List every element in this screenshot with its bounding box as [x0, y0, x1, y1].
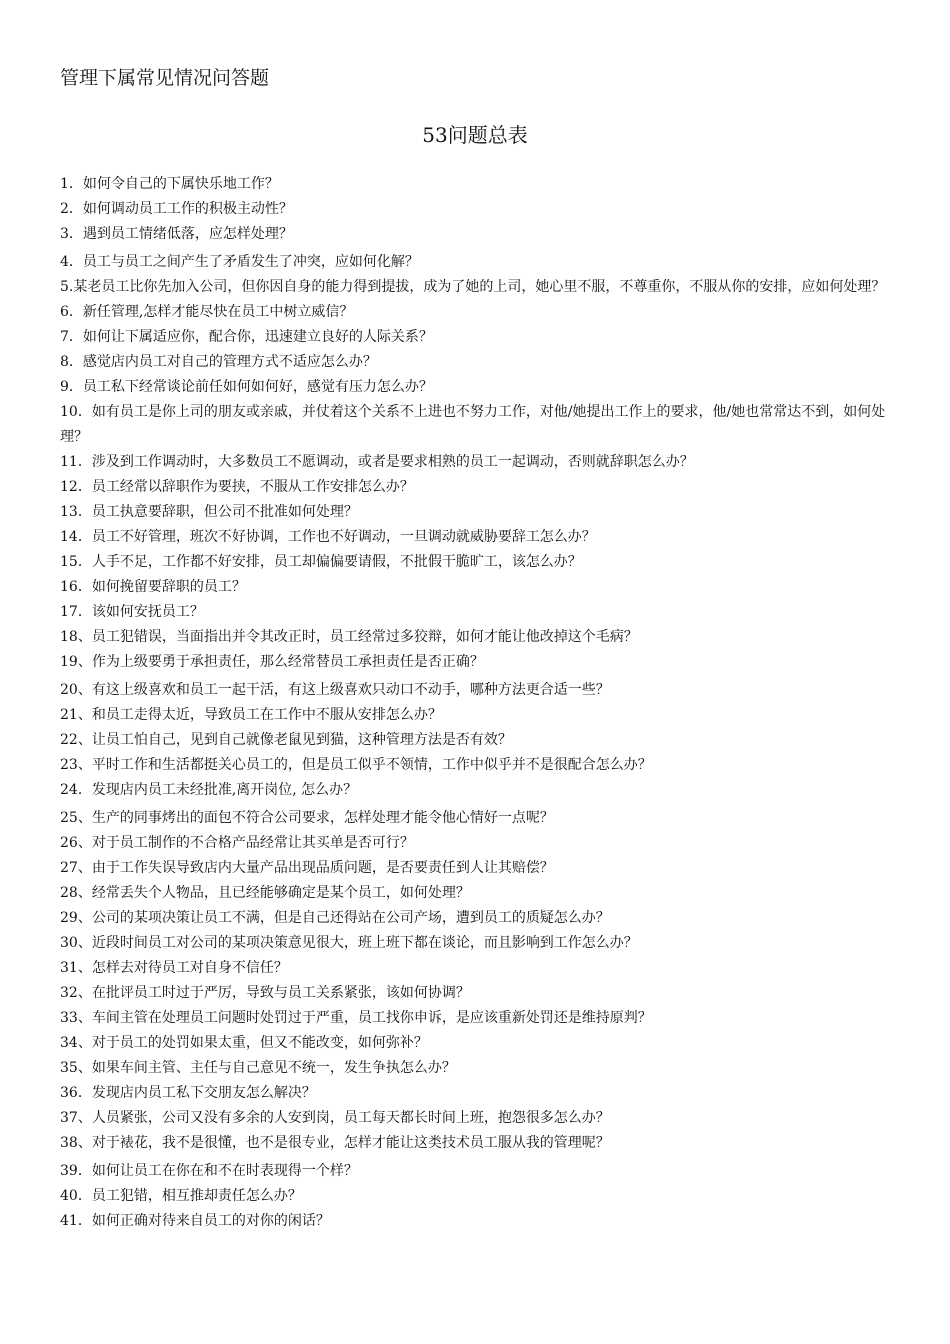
question-item: 11．涉及到工作调动时，大多数员工不愿调动，或者是要求相熟的员工一起调动，否则就辞职怎么办？: [60, 454, 694, 470]
document-title: 管理下属常见情况问答题: [60, 67, 270, 89]
question-item: 37、人员紧张，公司又没有多余的人安到岗，员工每天都长时间上班，抱怨很多怎么办？: [60, 1110, 610, 1126]
question-item: 8．感觉店内员工对自己的管理方式不适应怎么办？: [60, 354, 377, 370]
question-item: 26、对于员工制作的不合格产品经常让其买单是否可行？: [60, 835, 414, 851]
question-item: 22、让员工怕自己，见到自己就像老鼠见到猫，这种管理方法是否有效？: [60, 732, 512, 748]
question-item: 38、对于裱花，我不是很懂，也不是很专业，怎样才能让这类技术员工服从我的管理呢？: [60, 1135, 610, 1151]
question-item: 24．发现店内员工未经批准,离开岗位, 怎么办？: [60, 782, 358, 798]
question-item: 29、公司的某项决策让员工不满，但是自己还得站在公司产场，遭到员工的质疑怎么办？: [60, 910, 610, 926]
question-item: 12．员工经常以辞职作为要挟，不服从工作安排怎么办？: [60, 479, 414, 495]
question-item: 13．员工执意要辞职，但公司不批准如何处理？: [60, 504, 358, 520]
question-item: 21、和员工走得太近，导致员工在工作中不服从安排怎么办？: [60, 707, 442, 723]
question-item: 14．员工不好管理，班次不好协调，工作也不好调动，一旦调动就威胁要辞工怎么办？: [60, 529, 596, 545]
question-item: 39．如何让员工在你在和不在时表现得一个样？: [60, 1163, 358, 1179]
question-item: 16．如何挽留要辞职的员工？: [60, 579, 246, 595]
question-item: 27、由于工作失误导致店内大量产品出现品质问题，是否要责任到人让其赔偿？: [60, 860, 554, 876]
question-item: 15．人手不足，工作都不好安排，员工却偏偏要请假，不批假干脆旷工，该怎么办？: [60, 554, 582, 570]
question-item: 10．如有员工是你上司的朋友或亲戚，并仗着这个关系不上进也不努力工作，对他/她提出工作上的要求，他/她也常常达不到，如何处理？: [60, 404, 886, 445]
question-item: 18、员工犯错误，当面指出并令其改正时，员工经常过多狡辩，如何才能让他改掉这个毛病？: [60, 629, 638, 645]
question-item: 19、作为上级要勇于承担责任，那么经常替员工承担责任是否正确？: [60, 654, 484, 670]
question-item: 30、近段时间员工对公司的某项决策意见很大，班上班下都在谈论，而且影响到工作怎么办？: [60, 935, 638, 951]
question-item: 20、有这上级喜欢和员工一起干活，有这上级喜欢只动口不动手，哪种方法更合适一些？: [60, 682, 610, 698]
question-item: 5.某老员工比你先加入公司，但你因自身的能力得到提拔，成为了她的上司，她心里不服，不尊重你，不服从你的安排，应如何处理？: [60, 279, 886, 295]
question-item: 2．如何调动员工工作的积极主动性？: [60, 201, 293, 217]
question-list: [60, 172, 896, 1234]
question-item: 33、车间主管在处理员工问题时处罚过于严重，员工找你申诉，是应该重新处罚还是维持原判？: [60, 1010, 652, 1026]
question-item: 36．发现店内员工私下交朋友怎么解决？: [60, 1085, 316, 1101]
question-item: 34、对于员工的处罚如果太重，但又不能改变，如何弥补？: [60, 1035, 428, 1051]
question-item: 17．该如何安抚员工？: [60, 604, 204, 620]
question-item: 31、怎样去对待员工对自身不信任？: [60, 960, 288, 976]
question-item: 23、平时工作和生活都挺关心员工的，但是员工似乎不领情，工作中似乎并不是很配合怎么办？: [60, 757, 652, 773]
question-item: 32、在批评员工时过于严厉，导致与员工关系紧张，该如何协调？: [60, 985, 470, 1001]
question-item: 35、如果车间主管、主任与自己意见不统一，发生争执怎么办？: [60, 1060, 456, 1076]
question-item: 25、生产的同事烤出的面包不符合公司要求，怎样处理才能令他心情好一点呢？: [60, 810, 554, 826]
question-item: 6．新任管理,怎样才能尽快在员工中树立威信？: [60, 304, 354, 320]
question-item: 28、经常丢失个人物品，且已经能够确定是某个员工，如何处理？: [60, 885, 470, 901]
question-item: 40．员工犯错，相互推却责任怎么办？: [60, 1188, 302, 1204]
question-item: 4．员工与员工之间产生了矛盾发生了冲突，应如何化解？: [60, 254, 419, 270]
question-item: 41．如何正确对待来自员工的对你的闲话？: [60, 1213, 330, 1229]
question-item: 7．如何让下属适应你，配合你，迅速建立良好的人际关系？: [60, 329, 433, 345]
question-table-title: 53问题总表: [422, 123, 528, 147]
question-item: 1．如何令自己的下属快乐地工作？: [60, 176, 279, 192]
question-item: 9．员工私下经常谈论前任如何如何好，感觉有压力怎么办？: [60, 379, 433, 395]
question-item: 3．遇到员工情绪低落，应怎样处理？: [60, 226, 293, 242]
